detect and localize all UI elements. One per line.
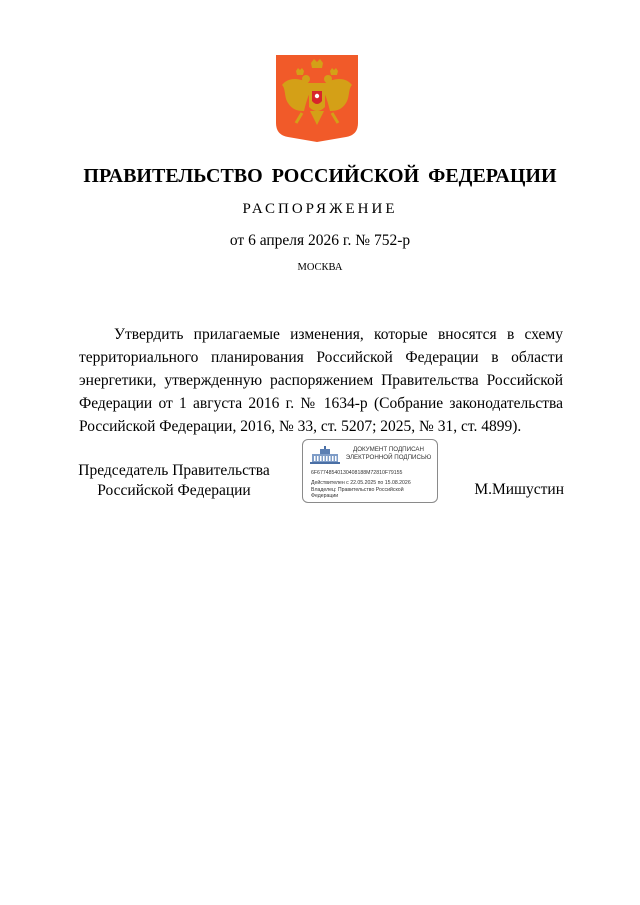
stamp-validity: Действителен с 22.05.2025 по 15.08.2026 — [311, 480, 411, 486]
document-date-number: от 6 апреля 2026 г. № 752-р — [229, 232, 411, 249]
signer-position — [78, 461, 270, 501]
government-title: ПРАВИТЕЛЬСТВО РОССИЙСКОЙ ФЕДЕРАЦИИ — [83, 165, 557, 187]
order-paragraph: Утвердить прилагаемые изменения, которые вносятся в схему территориального планирования Российской Федерации в области энергетики, утвержденную распоряжением Правительства Российской Федерации от 1 августа 2016 г. № 1634-р (Собрание законодательства Российской Федерации, 2016, № 33, ст. 5207; 2025, № 31, ст. 4899). — [79, 326, 563, 435]
stamp-owner-line2: Федерации — [311, 493, 339, 499]
document-type: РАСПОРЯЖЕНИЕ — [242, 201, 398, 217]
stamp-heading — [340, 446, 437, 462]
stamp-certificate: 6F67748540130408188M72810F79155 — [311, 470, 403, 476]
signer-position-line2: Российской Федерации — [97, 482, 251, 499]
stamp-owner-line1: Владелец: Правительство Российской — [311, 486, 404, 493]
signer-position-line1: Председатель Правительства — [78, 462, 270, 479]
signer-name: М.Мишустин — [474, 481, 564, 498]
electronic-signature-stamp — [302, 439, 438, 503]
government-building-icon — [308, 446, 342, 466]
coat-of-arms-icon — [276, 55, 358, 142]
stamp-heading-line2: ЭЛЕКТРОННОЙ ПОДПИСЬЮ — [345, 454, 432, 461]
document-city: МОСКВА — [297, 262, 343, 273]
stamp-heading-line1: ДОКУМЕНТ ПОДПИСАН — [353, 446, 424, 453]
